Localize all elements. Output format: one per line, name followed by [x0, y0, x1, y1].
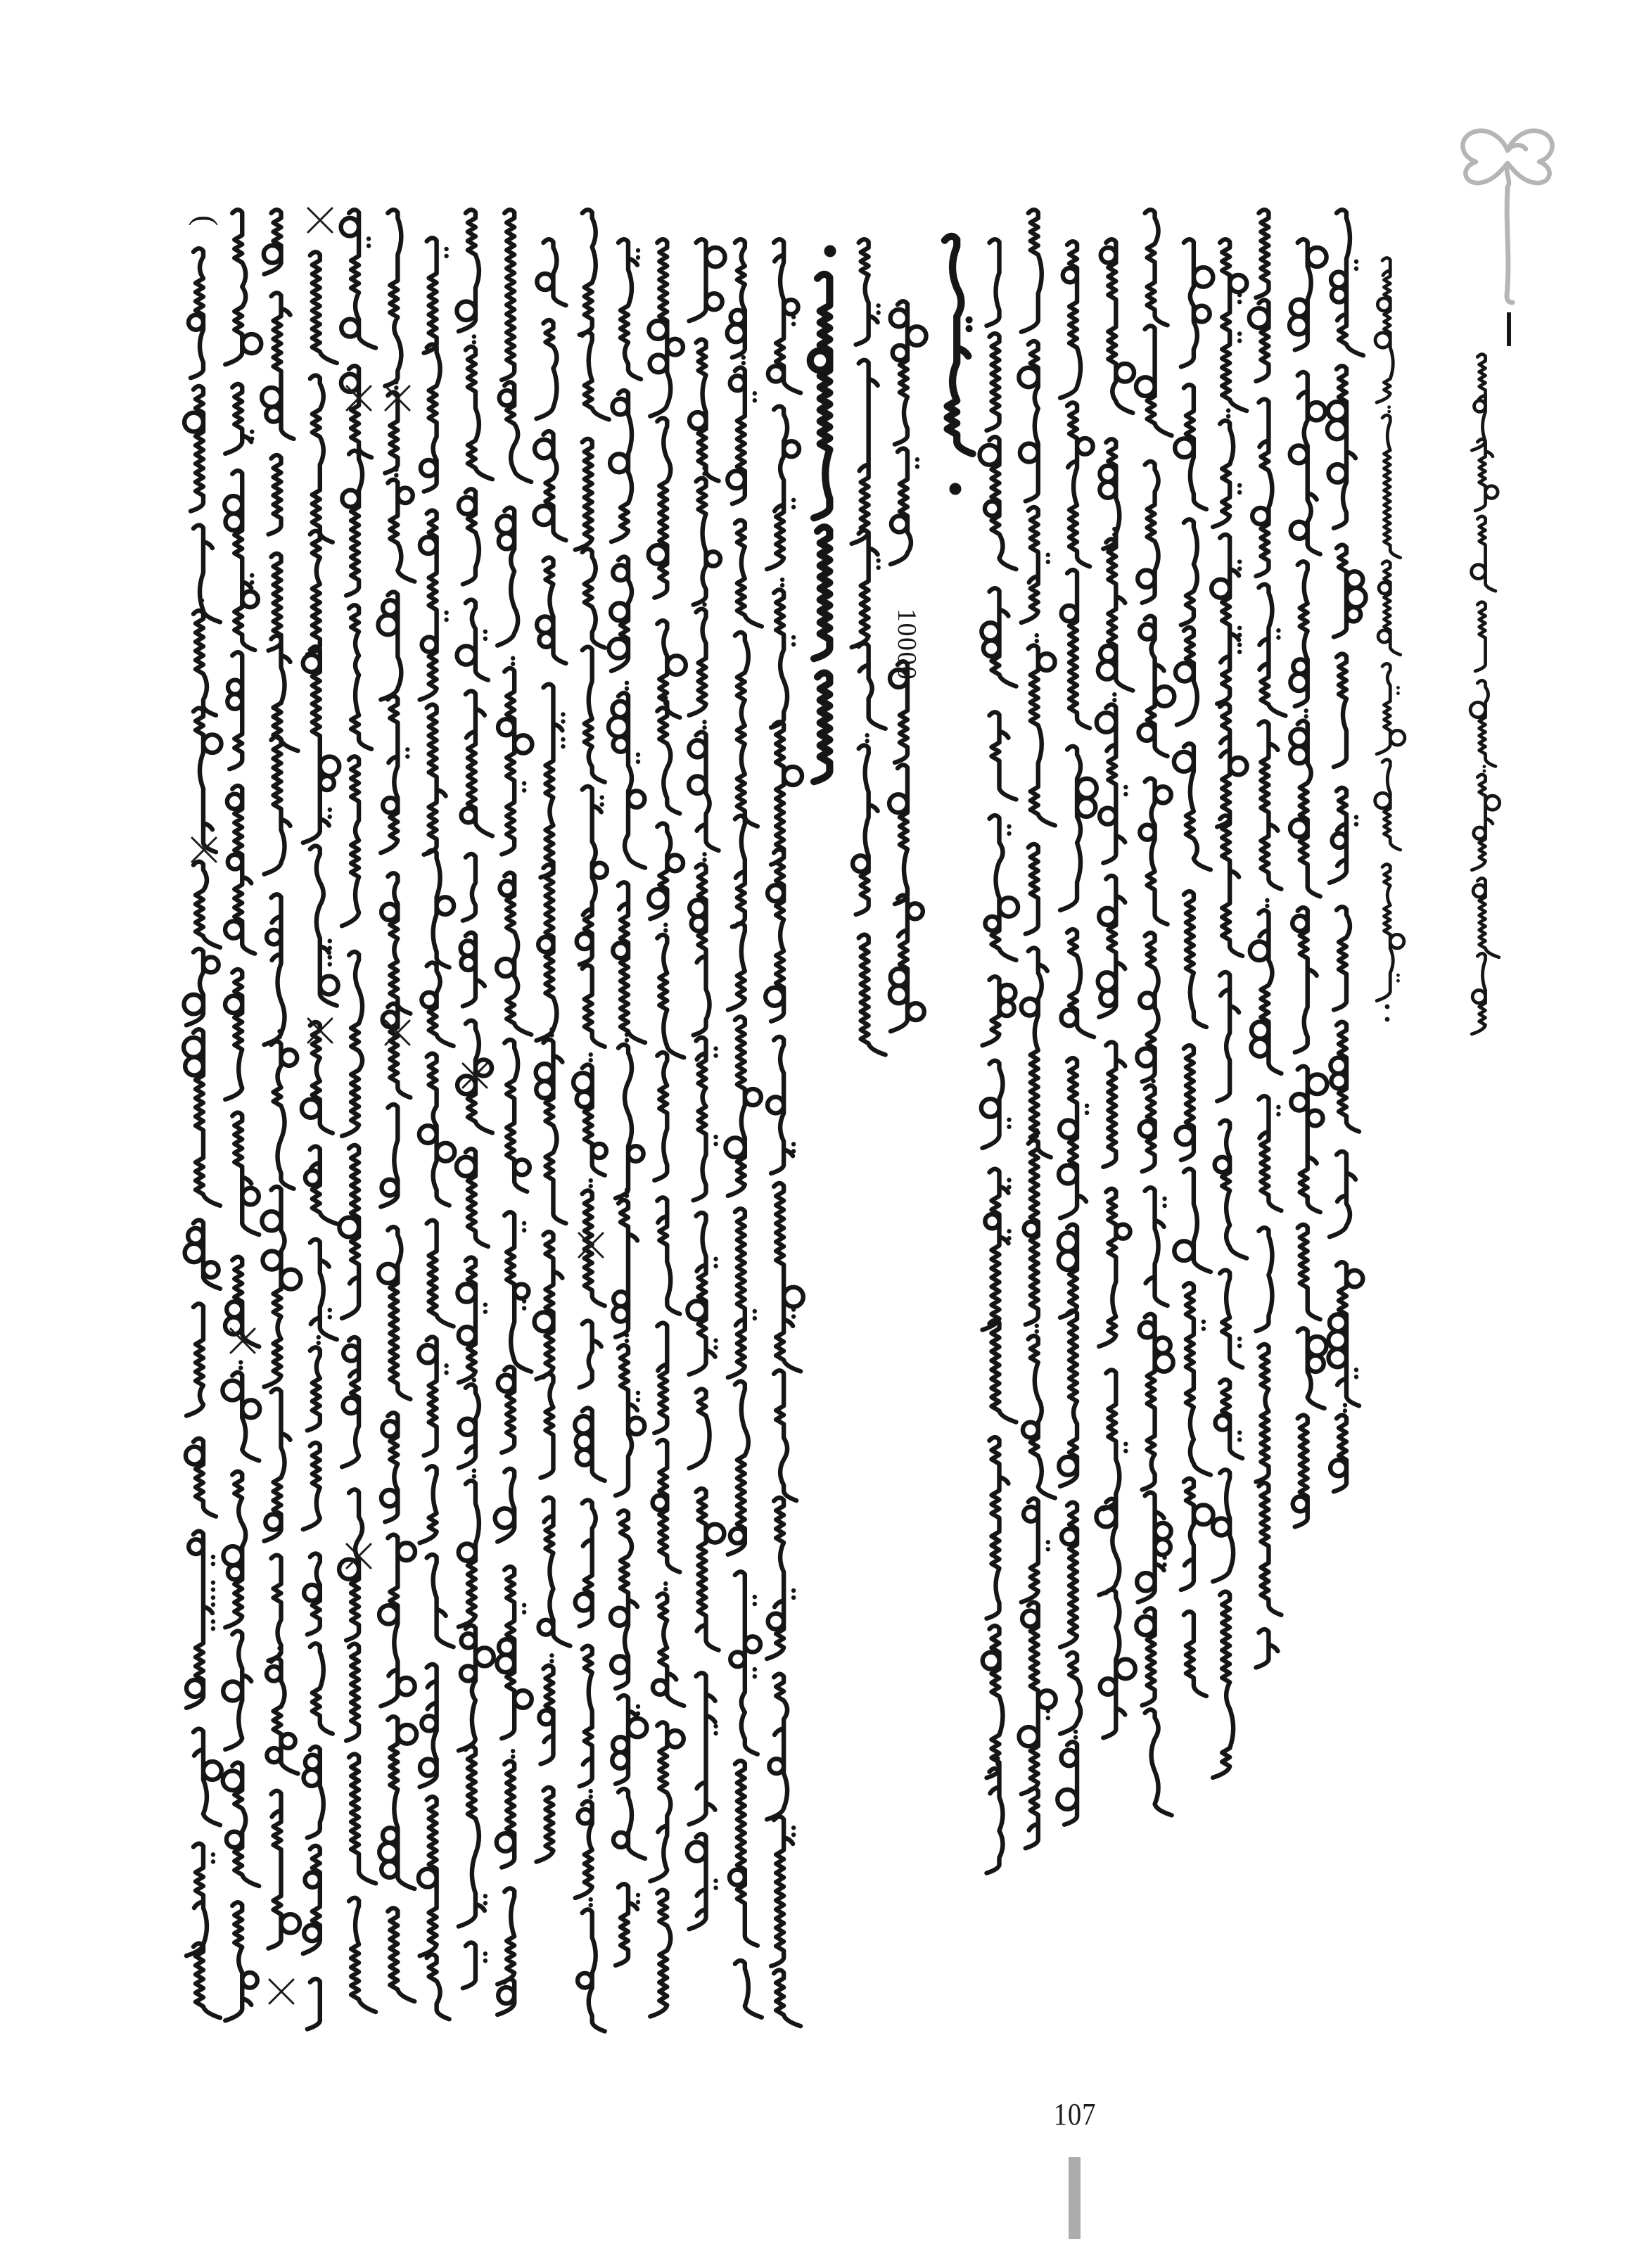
page-edge-bar — [1069, 2157, 1081, 2239]
text-column — [378, 210, 417, 2001]
text-column — [1174, 239, 1213, 1696]
text-column — [302, 252, 339, 2029]
text-column — [1470, 355, 1499, 1034]
text-column — [535, 239, 571, 1861]
flourish-tail — [1507, 187, 1512, 302]
text-column — [1327, 210, 1366, 1491]
flourish-knot-icon — [1463, 131, 1552, 187]
heading-text-column — [945, 236, 973, 454]
text-column — [184, 248, 222, 2018]
text-column — [1057, 241, 1096, 1825]
text-column — [1096, 239, 1135, 1738]
subtitle-colon — [1385, 1017, 1390, 1022]
multiplication-sign — [308, 208, 332, 232]
text-column — [419, 238, 454, 2019]
heading-text-column — [810, 274, 830, 782]
text-column — [1375, 258, 1405, 1001]
text-column — [339, 210, 376, 2012]
text-column — [1289, 239, 1327, 1527]
page-number: 107 — [1053, 2097, 1097, 2132]
text-column — [457, 210, 494, 1988]
multiplication-sign — [269, 1980, 293, 2003]
opening-parenthesis: ( — [189, 215, 224, 227]
inline-number: 10000 — [892, 609, 922, 681]
text-column — [687, 239, 725, 1929]
text-column — [1136, 210, 1174, 1815]
text-column — [1019, 210, 1055, 1848]
text-column — [222, 210, 261, 2020]
text-column — [852, 239, 886, 1055]
text-column — [608, 239, 646, 1966]
text-column — [980, 239, 1019, 1873]
subtitle-colon — [1385, 1005, 1390, 1009]
heading-bullet — [824, 246, 836, 257]
text-column — [725, 239, 761, 2017]
text-column — [495, 210, 533, 2015]
text-column — [573, 210, 609, 2031]
text-column — [649, 239, 686, 2016]
text-column — [1249, 210, 1286, 1667]
text-column — [765, 239, 803, 2026]
heading-bullet — [950, 483, 962, 495]
text-column — [262, 210, 300, 1948]
text-column — [1211, 239, 1247, 1778]
